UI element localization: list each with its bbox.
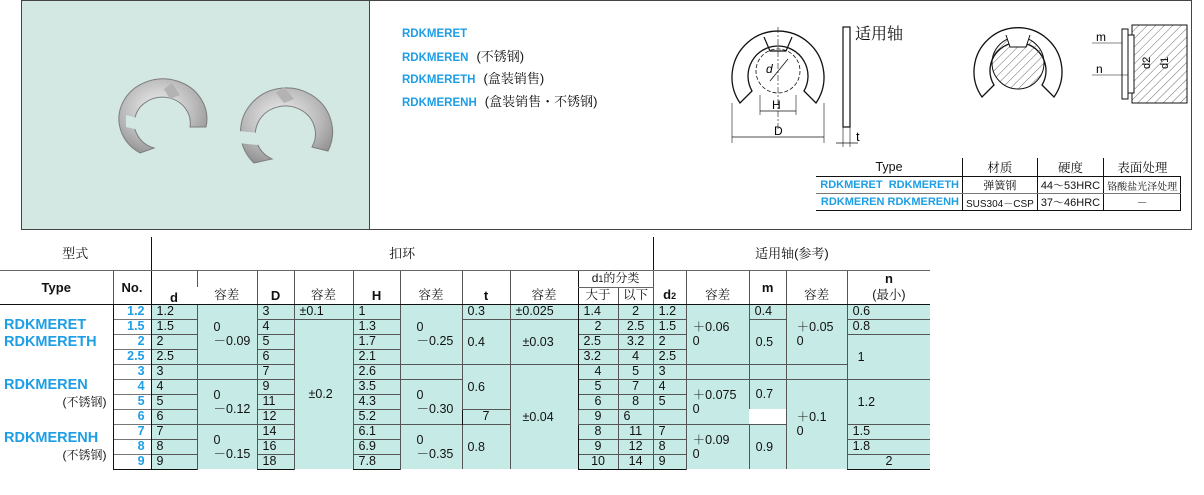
d-cell: 6 — [151, 409, 197, 424]
over-cell: 5 — [578, 379, 618, 394]
tol-bottom: －0.15 — [213, 446, 251, 461]
D-tol-cell: ±0.2 — [294, 319, 353, 469]
header-shaft: 适用轴(参考) — [653, 237, 930, 270]
H-cell: 6.9 — [353, 439, 400, 454]
model-line-1 — [402, 26, 467, 40]
header-H: H — [353, 287, 400, 304]
d-tol-cell — [197, 379, 257, 424]
header-m: m — [749, 270, 786, 304]
header-n: n — [847, 270, 930, 287]
d2-tol-cell — [686, 304, 749, 364]
label-H: H — [772, 98, 781, 112]
label-d: d — [766, 62, 773, 76]
model-line-2 — [402, 46, 524, 65]
header-n-min: (最小) — [847, 287, 930, 304]
material-value: 弹簧钢 — [963, 177, 1038, 194]
e-ring-image-left — [119, 79, 207, 153]
under-cell: 3.2 — [618, 334, 653, 349]
m-tol-cell — [786, 304, 847, 364]
shaft-side-drawing — [1092, 21, 1192, 111]
D-cell: 16 — [257, 439, 294, 454]
model-note: (不锈钢) — [476, 49, 525, 64]
header-d1-class-sub: 1 — [598, 273, 604, 284]
m-cell: 0.9 — [749, 424, 786, 469]
n-cell: 0.6 — [847, 304, 930, 319]
header-D: D — [257, 287, 294, 304]
tol-top: 0 — [416, 387, 424, 402]
surface-value: 铬酸盐光泽处理 — [1104, 177, 1181, 194]
d-cell: 8 — [151, 439, 197, 454]
header-m-tol: 容差 — [786, 287, 847, 304]
m-cell: 0.4 — [749, 304, 786, 319]
model-line-3 — [402, 68, 544, 87]
d-tol-cell — [197, 304, 257, 364]
spec-table — [0, 237, 930, 470]
D-cell: 11 — [257, 394, 294, 409]
header-d1-class — [578, 270, 653, 287]
type-code: RDKMERET — [4, 317, 87, 334]
H-cell: 1.3 — [353, 319, 400, 334]
label-n: n — [1096, 62, 1103, 76]
d2-cell: 2 — [653, 334, 686, 349]
m-cell: 0.7 — [749, 379, 786, 409]
d2-cell: 7 — [653, 424, 686, 439]
d2-cell: 8 — [653, 439, 686, 454]
hardness-value: 44～53HRC — [1037, 177, 1103, 194]
no-cell: 7 — [113, 424, 151, 439]
over-cell: 4 — [578, 364, 618, 379]
under-cell: 2 — [618, 304, 653, 319]
material-row — [816, 177, 1181, 194]
header-form: 型式 — [0, 237, 151, 270]
n-cell: 1.2 — [847, 379, 930, 424]
tol-top: 0 — [416, 432, 424, 447]
D-cell: 18 — [257, 454, 294, 469]
n-cell: 1.8 — [847, 439, 930, 454]
tol-top: ＋0.075 — [692, 387, 737, 402]
d-cell: 3 — [151, 364, 197, 379]
under-cell: 12 — [618, 439, 653, 454]
no-cell: 8 — [113, 439, 151, 454]
D-cell: 14 — [257, 424, 294, 439]
t-cell: 0.4 — [462, 319, 510, 364]
H-cell: 1 — [353, 304, 400, 319]
over-cell: 10 — [578, 454, 618, 469]
t-cell: 0.3 — [462, 304, 510, 319]
t-cell: 0.6 — [462, 364, 510, 409]
tol-top: ＋0.05 — [796, 320, 834, 334]
spec-header-row-2 — [0, 270, 930, 287]
tol-top: 0 — [416, 320, 424, 334]
label-d1: d1 — [1159, 56, 1171, 69]
under-cell: 5 — [618, 364, 653, 379]
H-tol-cell — [400, 424, 462, 469]
under-cell: 4 — [618, 349, 653, 364]
over-cell: 7 — [462, 409, 510, 424]
no-cell: 2 — [113, 334, 151, 349]
d-cell: 2.5 — [151, 349, 197, 364]
no-cell: 4 — [113, 379, 151, 394]
header-surface: 表面处理 — [1104, 158, 1181, 177]
over-cell: 1.4 — [578, 304, 618, 319]
d2-tol-cell — [686, 424, 749, 469]
d-cell: 2 — [151, 334, 197, 349]
table-row — [0, 304, 930, 319]
d2-cell: 6 — [618, 409, 653, 424]
d2-cell: 4 — [653, 379, 686, 394]
no-cell: 9 — [113, 454, 151, 469]
header-hardness: 硬度 — [1037, 158, 1103, 177]
tol-bottom: －0.25 — [416, 334, 454, 348]
d2-cell: 1.5 — [653, 319, 686, 334]
H-cell: 4.3 — [353, 394, 400, 409]
header-H-tol: 容差 — [400, 287, 462, 304]
over-cell: 9 — [578, 439, 618, 454]
header-d2 — [653, 287, 686, 304]
no-cell: 2.5 — [113, 349, 151, 364]
d2-cell: 5 — [653, 394, 686, 409]
material-row — [816, 194, 1181, 211]
t-tol-cell: ±0.03 — [510, 319, 578, 364]
label-m: m — [1096, 30, 1106, 44]
type-code: RDKMERENH — [4, 429, 99, 446]
model-line-4 — [402, 91, 597, 110]
d2-cell: 2.5 — [653, 349, 686, 364]
type-code: RDKMEREN — [820, 196, 885, 208]
d-tol-cell — [197, 424, 257, 469]
d-cell: 7 — [151, 424, 197, 439]
e-ring-photo — [22, 1, 369, 229]
over-cell: 8 — [578, 424, 618, 439]
under-cell: 11 — [618, 424, 653, 439]
tol-bottom: 0 — [796, 334, 804, 348]
header-no: No. — [113, 270, 151, 304]
over-cell: 6 — [578, 394, 618, 409]
header-d2-d: d — [663, 286, 672, 302]
under-cell: 9 — [578, 409, 618, 424]
d-cell: 5 — [151, 394, 197, 409]
tol-bottom: －0.35 — [416, 446, 454, 461]
header-under: 以下 — [618, 287, 653, 304]
header-d-tol: 容差 — [197, 287, 257, 304]
m-cell: 0.5 — [749, 319, 786, 364]
tol-bottom: －0.30 — [416, 401, 454, 416]
tol-top: ＋0.1 — [796, 410, 827, 425]
tol-top: 0 — [213, 387, 221, 402]
under-cell: 14 — [618, 454, 653, 469]
D-cell: 12 — [257, 409, 294, 424]
no-cell: 1.5 — [113, 319, 151, 334]
type-code: RDKMEREN — [4, 377, 88, 393]
H-cell: 2.6 — [353, 364, 400, 379]
under-cell: 8 — [618, 394, 653, 409]
hardness-value: 37～46HRC — [1037, 194, 1103, 211]
header-material: 材质 — [963, 158, 1038, 177]
tol-top: ＋0.06 — [692, 320, 730, 334]
type-code: RDKMERENH — [887, 196, 959, 208]
tol-top: 0 — [213, 432, 221, 447]
header-d2-tol: 容差 — [686, 287, 749, 304]
model-code: RDKMERENH — [402, 97, 477, 109]
material-table-header — [816, 158, 1181, 177]
label-d2: d2 — [1141, 56, 1153, 69]
over-cell: 2.5 — [578, 334, 618, 349]
material-value: SUS304－CSP — [963, 194, 1038, 211]
product-info-panel — [370, 0, 1192, 230]
model-code: RDKMERET — [402, 28, 468, 40]
over-cell: 3.2 — [578, 349, 618, 364]
type-group-2 — [0, 364, 113, 424]
d2-cell: 1.2 — [653, 304, 686, 319]
no-cell: 1.2 — [113, 304, 151, 319]
header-d1-class-rest: 的分类 — [603, 270, 640, 285]
material-table — [816, 158, 1181, 211]
header-d2-sub: 2 — [671, 290, 677, 301]
tol-bottom: 0 — [796, 424, 804, 439]
header-t: t — [462, 287, 510, 304]
header-D-tol: 容差 — [294, 287, 353, 304]
model-note: (盒装销售) — [483, 71, 545, 86]
header-type: Type — [816, 158, 963, 177]
tol-top: ＋0.09 — [692, 432, 730, 447]
tol-bottom: 0 — [692, 401, 700, 416]
type-sub: (不锈钢) — [62, 395, 107, 409]
tol-bottom: －0.12 — [213, 401, 251, 416]
header-d1-class-d: d — [591, 270, 599, 285]
surface-value: － — [1104, 194, 1181, 211]
H-cell: 3.5 — [353, 379, 400, 394]
H-cell: 2.1 — [353, 349, 400, 364]
D-cell: 3 — [257, 304, 294, 319]
t-tol-cell: ±0.025 — [510, 304, 578, 319]
type-sub: (不锈钢) — [62, 447, 107, 462]
header-ring: 扣环 — [151, 237, 653, 270]
under-cell: 2.5 — [618, 319, 653, 334]
over-cell: 2 — [578, 319, 618, 334]
label-t: t — [856, 129, 860, 144]
shaft-title: 适用轴 — [855, 26, 904, 43]
t-cell: 0.8 — [462, 424, 510, 469]
d-cell: 1.5 — [151, 319, 197, 334]
e-ring-image-right — [238, 87, 333, 163]
type-group-3 — [0, 424, 113, 469]
model-code: RDKMERETH — [402, 74, 476, 86]
under-cell: 7 — [618, 379, 653, 394]
d-cell: 4 — [151, 379, 197, 394]
H-cell: 7.8 — [353, 454, 400, 469]
n-cell: 1 — [847, 334, 930, 379]
shaft-front-drawing — [960, 11, 1070, 121]
n-cell: 2 — [847, 454, 930, 469]
label-D: D — [774, 124, 783, 138]
d2-cell: 9 — [653, 454, 686, 469]
d2-tol-cell — [686, 379, 749, 424]
type-code: RDKMERETH — [4, 334, 97, 351]
header-over: 大于 — [578, 287, 618, 304]
header-d: d — [151, 270, 197, 304]
D-tol-cell: ±0.1 — [294, 304, 353, 319]
tol-bottom: 0 — [692, 446, 700, 461]
type-code: RDKMERETH — [888, 179, 959, 191]
no-cell: 5 — [113, 394, 151, 409]
D-cell: 4 — [257, 319, 294, 334]
type-group-1 — [0, 304, 113, 364]
d-cell: 1.2 — [151, 304, 197, 319]
D-cell: 6 — [257, 349, 294, 364]
header-type: Type — [0, 270, 113, 304]
t-tol-cell: ±0.04 — [510, 364, 578, 469]
header-t-tol: 容差 — [510, 287, 578, 304]
product-photo-panel — [21, 0, 370, 230]
tol-bottom: －0.09 — [213, 334, 251, 348]
type-code: RDKMERET — [820, 179, 883, 191]
d2-cell: 3 — [653, 364, 686, 379]
D-cell: 5 — [257, 334, 294, 349]
m-tol-cell — [786, 379, 847, 469]
table-row — [0, 364, 930, 379]
n-cell: 1.5 — [847, 424, 930, 439]
H-cell: 5.2 — [353, 409, 400, 424]
D-cell: 7 — [257, 364, 294, 379]
spec-header-row-1 — [0, 237, 930, 270]
H-cell: 1.7 — [353, 334, 400, 349]
D-cell: 9 — [257, 379, 294, 394]
no-cell: 3 — [113, 364, 151, 379]
model-code: RDKMEREN — [402, 52, 469, 64]
n-cell: 0.8 — [847, 319, 930, 334]
model-note: (盒装销售・不锈钢) — [484, 94, 598, 109]
no-cell: 6 — [113, 409, 151, 424]
tol-top: 0 — [213, 320, 221, 334]
H-tol-cell — [400, 379, 462, 424]
d-cell: 9 — [151, 454, 197, 469]
H-cell: 6.1 — [353, 424, 400, 439]
H-tol-cell — [400, 304, 462, 364]
tol-bottom: 0 — [692, 334, 700, 348]
